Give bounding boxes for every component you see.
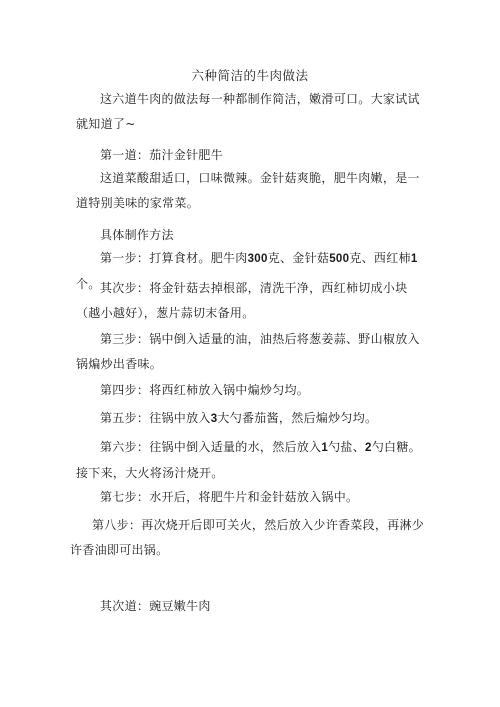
step-2: 其次步：将金针菇去掉根部，清洗干净，西红柿切成小块（越小越好），葱片蒜切末备用。 [76,281,408,320]
step-5: 第五步：往锅中放入3大勺番茄酱，然后煸炒匀均。 [100,411,378,425]
intro-paragraph: 这六道牛肉的做法每一种都制作简洁，嫩滑可口。大家试试就知道了~ [76,92,420,131]
step-8: 第八步：再次烧开后即可关火，然后放入少许香菜段，再淋少许香油即可出锅。 [70,518,425,557]
step-4: 第四步：将西红柿放入锅中煸炒匀均。 [100,383,310,397]
step-7: 第七步：水开后，将肥牛片和金针菇放入锅中。 [100,490,359,504]
dish2-heading: 其次道：豌豆嫩牛肉 [100,599,211,613]
method-heading: 具体制作方法 [100,228,174,242]
step-3: 第三步：锅中倒入适量的油，油热后将葱姜蒜、野山椒放入锅煸炒出香味。 [76,332,420,371]
step-6: 第六步：往锅中倒入适量的水，然后放入1勺盐、2勺白糖。接下来，大火将汤汁烧开。 [76,440,421,480]
step-1: 第一步：打算食材。肥牛肉300克、金针菇500克、西红柿1个。 [76,251,418,291]
document-title: 六种简洁的牛肉做法 [191,68,309,83]
dish1-description: 这道菜酸甜适口，口味微辣。金针菇爽脆，肥牛肉嫩，是一道特别美味的家常菜。 [76,171,420,210]
dish1-heading: 第一道：茄汁金针肥牛 [100,148,224,162]
